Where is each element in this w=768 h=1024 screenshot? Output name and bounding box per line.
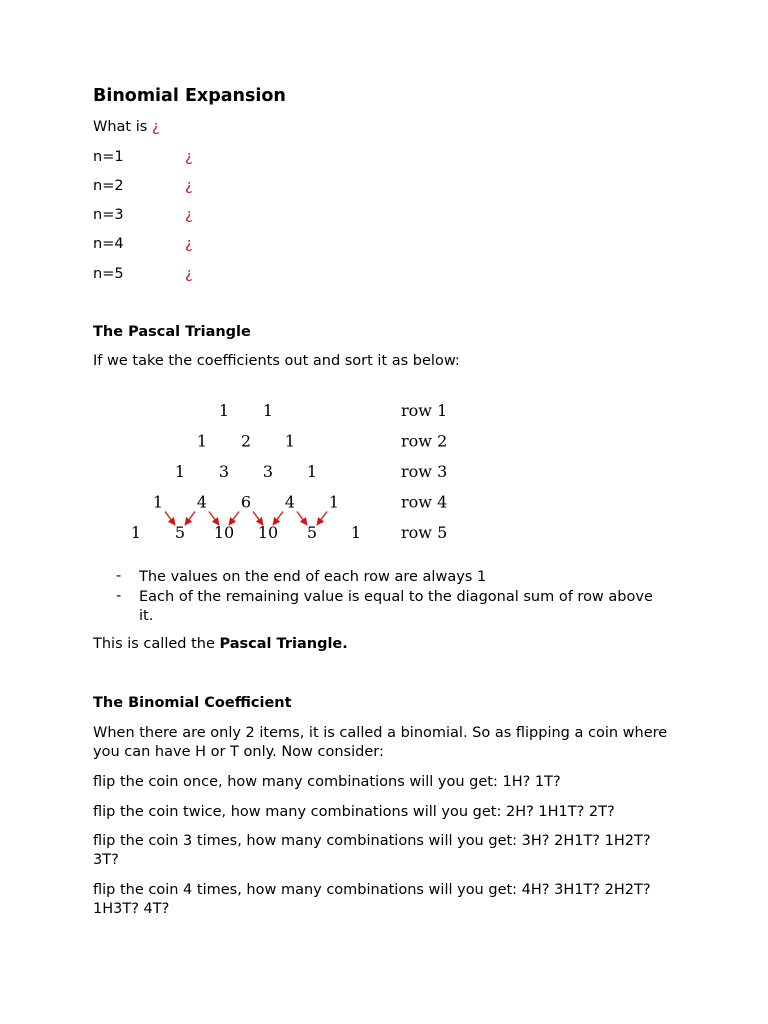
n-row-label: n=3 xyxy=(93,207,124,223)
paragraph: flip the coin twice, how many combinations will you get: 2H? 1H1T? 2T? xyxy=(93,804,615,820)
n-row-symbol: ¿ xyxy=(185,207,193,223)
paragraph: flip the coin 4 times, how many combinations will you get: 4H? 3H1T? 2H2T? 1H3T? 4T? xyxy=(93,882,651,917)
triangle-value: 4 xyxy=(196,492,208,512)
missing-formula-symbol: ¿ xyxy=(151,119,160,135)
pascal-heading: The Pascal Triangle xyxy=(93,324,251,340)
triangle-row-label: row 2 xyxy=(401,431,448,451)
triangle-value: 1 xyxy=(284,431,296,451)
triangle-row-labels xyxy=(401,401,447,542)
triangle-arrow xyxy=(317,512,327,526)
triangle-value: 1 xyxy=(306,462,318,481)
triangle-value: 1 xyxy=(174,462,186,481)
triangle-value: 1 xyxy=(152,492,164,512)
triangle-row-label: row 5 xyxy=(401,523,448,542)
n-row-symbol: ¿ xyxy=(185,236,193,252)
triangle-arrow xyxy=(297,512,307,526)
n-row-symbol: ¿ xyxy=(185,149,193,165)
triangle-row-label: row 3 xyxy=(401,462,448,481)
bullet-text: The values on the end of each row are always 1 xyxy=(139,569,487,585)
triangle-value: 5 xyxy=(174,523,186,542)
triangle-value: 5 xyxy=(306,523,318,542)
triangle-value: 10 xyxy=(257,523,279,542)
triangle-arrow xyxy=(165,512,175,526)
triangle-row-label: row 4 xyxy=(401,492,448,512)
triangle-value: 1 xyxy=(328,492,340,512)
coefficient-heading: The Binomial Coefficient xyxy=(93,695,292,711)
triangle-value: 6 xyxy=(240,492,252,512)
triangle-value: 1 xyxy=(196,431,208,451)
pascal-called-prefix: This is called the xyxy=(93,636,220,652)
triangle-arrows xyxy=(165,512,327,526)
what-is-line xyxy=(93,119,160,135)
bullet-dash: - xyxy=(116,568,122,584)
what-is-label: What is xyxy=(93,119,148,135)
triangle-value: 1 xyxy=(218,401,230,420)
paragraph: flip the coin once, how many combinations will you get: 1H? 1T? xyxy=(93,774,561,790)
triangle-value: 2 xyxy=(240,431,252,451)
bullet-text: Each of the remaining value is equal to the diagonal sum of row above it. xyxy=(139,589,653,624)
n-row-symbol: ¿ xyxy=(185,266,193,282)
page-title: Binomial Expansion xyxy=(93,86,286,106)
n-row-label: n=4 xyxy=(93,236,124,252)
n-row-label: n=1 xyxy=(93,149,124,165)
triangle-value: 1 xyxy=(262,401,274,420)
triangle-value: 4 xyxy=(284,492,296,512)
triangle-value: 3 xyxy=(218,462,230,481)
n-row-symbol: ¿ xyxy=(185,178,193,194)
triangle-value: 10 xyxy=(213,523,235,542)
triangle-numbers xyxy=(131,401,361,542)
pascal-called-line xyxy=(93,636,348,652)
triangle-arrow xyxy=(185,512,195,526)
triangle-value: 1 xyxy=(350,523,362,542)
triangle-value: 3 xyxy=(262,462,274,481)
paragraph: When there are only 2 items, it is called a binomial. So as flipping a coin where you can have H or T only. Now consider: xyxy=(93,725,668,760)
pascal-triangle-figure xyxy=(0,390,768,555)
triangle-value: 1 xyxy=(130,523,142,542)
triangle-row-label: row 1 xyxy=(401,401,448,420)
pascal-called-bold: Pascal Triangle. xyxy=(219,636,348,652)
n-row-label: n=5 xyxy=(93,266,124,282)
paragraph: flip the coin 3 times, how many combinations will you get: 3H? 2H1T? 1H2T? 3T? xyxy=(93,833,651,868)
n-row-label: n=2 xyxy=(93,178,124,194)
bullet-dash: - xyxy=(116,588,122,604)
pascal-intro: If we take the coefficients out and sort it as below: xyxy=(93,353,460,369)
